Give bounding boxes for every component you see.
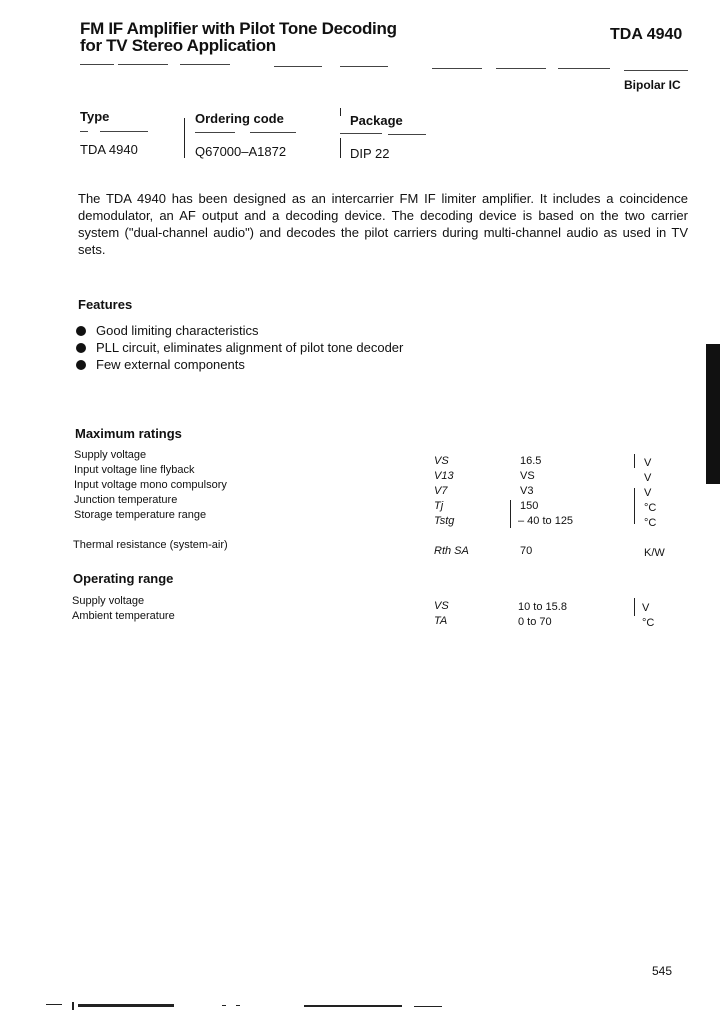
list-item: Good limiting characteristics xyxy=(76,322,403,339)
cell-ordering-code: Q67000–A1872 xyxy=(195,144,287,159)
max-ratings-heading: Maximum ratings xyxy=(75,426,182,441)
document-title xyxy=(80,20,397,54)
bullet-icon xyxy=(76,326,86,336)
range-param: Supply voltage xyxy=(72,595,145,607)
technology-label: Bipolar IC xyxy=(624,78,681,92)
range-param: Ambient temperature xyxy=(72,610,175,622)
range-symbol: VS xyxy=(434,600,449,612)
rating-symbol: V13 xyxy=(434,470,454,482)
rating-value: – 40 to 125 xyxy=(518,515,574,527)
title-line-1: FM IF Amplifier with Pilot Tone Decoding xyxy=(80,19,397,38)
rating-unit: V xyxy=(644,457,652,469)
col-header-package: Package xyxy=(350,113,403,128)
col-header-type: Type xyxy=(80,109,110,124)
operating-range-heading: Operating range xyxy=(73,571,174,586)
rating-symbol: VS xyxy=(434,455,449,467)
title-line-2: for TV Stereo Application xyxy=(80,36,276,55)
rating-symbol: Tj xyxy=(434,500,444,512)
rating-value: V3 xyxy=(520,485,534,497)
cell-package: DIP 22 xyxy=(350,146,390,161)
rating-unit: °C xyxy=(644,502,657,514)
rating-param: Storage temperature range xyxy=(74,509,207,521)
rating-param: Supply voltage xyxy=(74,449,147,461)
part-number: TDA 4940 xyxy=(610,26,683,43)
list-item: Few external components xyxy=(76,356,403,373)
intro-paragraph: The TDA 4940 has been designed as an intercarrier FM IF limiter amplifier. It includes a coincidence demodulator, an AF output and a decoding device. The decoding device is based on the two carrier system ("dual-channel audio") and decodes the pilot carriers during multi-channel audio as used in TV sets. xyxy=(78,191,688,257)
thermal-unit: K/W xyxy=(644,547,665,559)
range-unit: V xyxy=(642,602,650,614)
rating-param: Input voltage line flyback xyxy=(74,464,195,476)
bullet-icon xyxy=(76,343,86,353)
rating-unit: °C xyxy=(644,517,657,529)
range-unit: °C xyxy=(642,617,655,629)
rating-param: Junction temperature xyxy=(74,494,178,506)
range-value: 0 to 70 xyxy=(518,616,552,628)
page-number: 545 xyxy=(652,964,673,978)
rating-param: Input voltage mono compulsory xyxy=(74,479,227,491)
list-item: PLL circuit, eliminates alignment of pilot tone decoder xyxy=(76,339,403,356)
rating-symbol: Tstg xyxy=(434,515,455,527)
thermal-param: Thermal resistance (system-air) xyxy=(73,539,228,551)
margin-tab-marker xyxy=(706,344,720,484)
rating-value: 150 xyxy=(520,500,539,512)
bullet-icon xyxy=(76,360,86,370)
rating-symbol: V7 xyxy=(434,485,448,497)
rating-value: VS xyxy=(520,470,535,482)
features-list xyxy=(76,322,403,373)
col-header-ordering-code: Ordering code xyxy=(195,111,284,126)
rating-unit: V xyxy=(644,472,652,484)
thermal-value: 70 xyxy=(520,545,533,557)
cell-type: TDA 4940 xyxy=(80,142,138,157)
rating-unit: V xyxy=(644,487,652,499)
thermal-symbol: Rth SA xyxy=(434,545,469,557)
rating-value: 16.5 xyxy=(520,455,542,467)
range-symbol: TA xyxy=(434,615,448,627)
range-value: 10 to 15.8 xyxy=(518,601,567,613)
features-heading: Features xyxy=(78,297,133,312)
